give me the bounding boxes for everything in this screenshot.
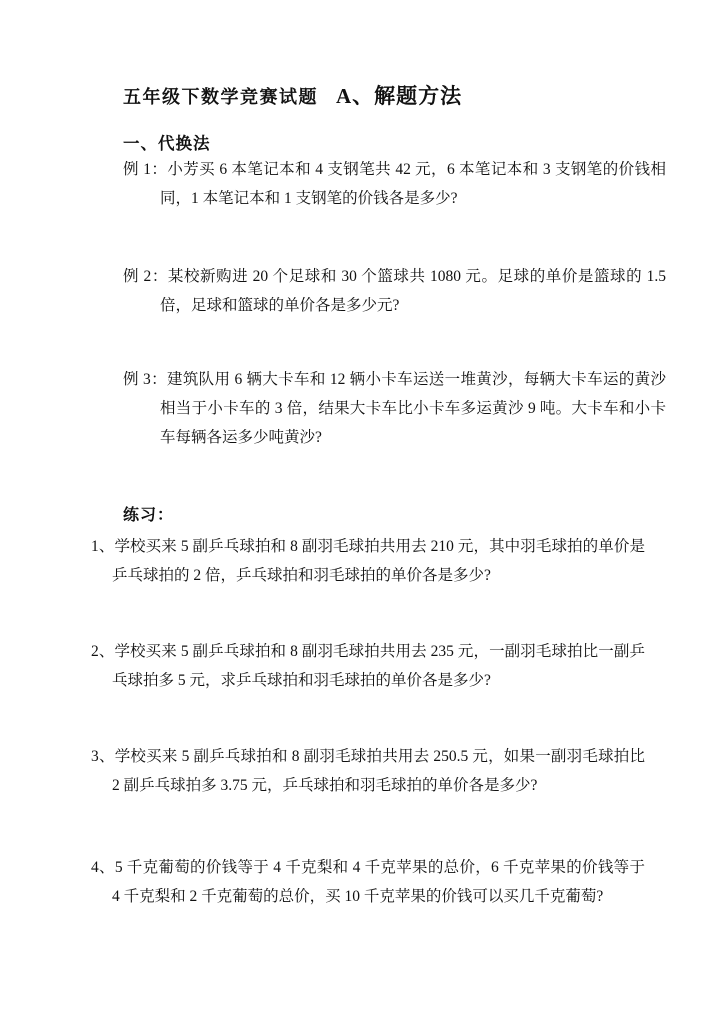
practice-item-2 bbox=[91, 637, 645, 695]
practice-heading: 练习： bbox=[123, 507, 175, 524]
example-2 bbox=[123, 262, 666, 320]
practice-item-2-number: 2、 bbox=[91, 643, 115, 660]
practice-item-4-text: 5 千克葡萄的价钱等于 4 千克梨和 4 千克苹果的总价，6 千克苹果的价钱等于 4 千克梨和 2 千克葡萄的总价，买 10 千克苹果的价钱可以买几千克葡萄? bbox=[112, 859, 645, 905]
example-3-label: 例 3： bbox=[123, 371, 167, 388]
practice-item-4-number: 4、 bbox=[91, 859, 115, 876]
practice-item-1 bbox=[91, 532, 645, 590]
practice-item-1-number: 1、 bbox=[91, 538, 115, 555]
example-2-text: 某校新购进 20 个足球和 30 个篮球共 1080 元。足球的单价是篮球的 1.5 倍，足球和篮球的单价各是多少元? bbox=[160, 268, 666, 314]
practice-item-4 bbox=[91, 853, 645, 911]
example-3 bbox=[123, 365, 666, 452]
title-section-label: A、解题方法 bbox=[336, 84, 463, 108]
example-2-label: 例 2： bbox=[123, 268, 168, 285]
section-heading-substitution-method: 一、代换法 bbox=[123, 134, 211, 153]
practice-item-3 bbox=[91, 742, 645, 800]
practice-item-2-text: 学校买来 5 副乒乓球拍和 8 副羽毛球拍共用去 235 元，一副羽毛球拍比一副乒乓球拍多 5 元，求乒乓球拍和羽毛球拍的单价各是多少? bbox=[112, 643, 645, 689]
example-3-text: 建筑队用 6 辆大卡车和 12 辆小卡车运送一堆黄沙，每辆大卡车运的黄沙相当于小卡车的 3 倍，结果大卡车比小卡车多运黄沙 9 吨。大卡车和小卡车每辆各运多少吨黄沙? bbox=[160, 371, 666, 446]
example-1-text: 小芳买 6 本笔记本和 4 支钢笔共 42 元，6 本笔记本和 3 支钢笔的价钱相同，1 本笔记本和 1 支钢笔的价钱各是多少? bbox=[160, 161, 666, 207]
example-1 bbox=[123, 155, 666, 213]
document-title bbox=[123, 82, 462, 113]
example-1-label: 例 1： bbox=[123, 161, 168, 178]
title-course-label: 五年级下数学竞赛试题 bbox=[123, 87, 318, 107]
practice-item-1-text: 学校买来 5 副乒乓球拍和 8 副羽毛球拍共用去 210 元，其中羽毛球拍的单价是乒乓球拍的 2 倍，乒乓球拍和羽毛球拍的单价各是多少? bbox=[112, 538, 645, 584]
practice-item-3-text: 学校买来 5 副乒乓球拍和 8 副羽毛球拍共用去 250.5 元，如果一副羽毛球拍比 2 副乒乓球拍多 3.75 元，乒乓球拍和羽毛球拍的单价各是多少? bbox=[112, 748, 645, 794]
practice-item-3-number: 3、 bbox=[91, 748, 115, 765]
